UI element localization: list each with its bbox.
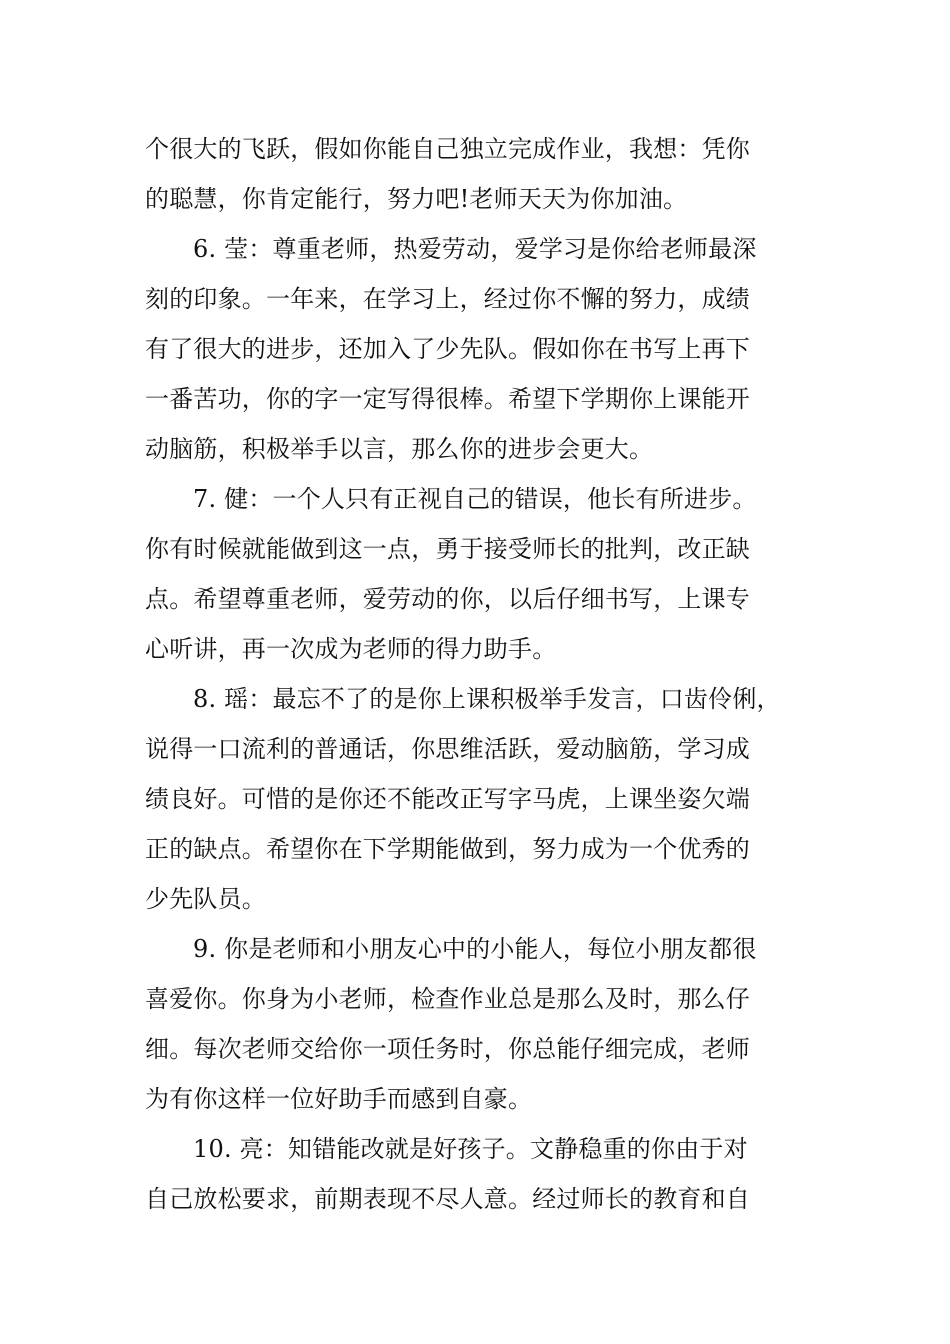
text-line: 正的缺点。希望你在下学期能做到，努力成为一个优秀的 [145, 835, 750, 863]
paragraph-start-line: 7. 健：一个人只有正视自己的错误，他长有所进步。 [193, 485, 757, 513]
text-line: 绩良好。可惜的是你还不能改正写字马虎，上课坐姿欠端 [145, 785, 750, 813]
text-line: 个很大的飞跃，假如你能自己独立完成作业，我想：凭你 [145, 135, 750, 163]
text-line: 你有时候就能做到这一点，勇于接受师长的批判，改正缺 [145, 535, 750, 563]
text-line: 少先队员。 [145, 885, 266, 913]
paragraph-start-line: 10. 亮：知错能改就是好孩子。文静稳重的你由于对 [193, 1135, 748, 1163]
text-line: 刻的印象。一年来，在学习上，经过你不懈的努力，成绩 [145, 285, 750, 313]
text-line: 的聪慧，你肯定能行，努力吧!老师天天为你加油。 [145, 185, 688, 213]
document-body [145, 124, 817, 1224]
text-line: 心听讲，再一次成为老师的得力助手。 [145, 635, 557, 663]
text-line: 自己放松要求，前期表现不尽人意。经过师长的教育和自 [145, 1185, 750, 1213]
text-line: 喜爱你。你身为小老师，检查作业总是那么及时，那么仔 [145, 985, 750, 1013]
text-line: 一番苦功，你的字一定写得很棒。希望下学期你上课能开 [145, 385, 750, 413]
text-line: 细。每次老师交给你一项任务时，你总能仔细完成，老师 [145, 1035, 750, 1063]
text-line: 有了很大的进步，还加入了少先队。假如你在书写上再下 [145, 335, 750, 363]
paragraph-start-line: 9. 你是老师和小朋友心中的小能人，每位小朋友都很 [193, 935, 757, 963]
paragraph-start-line: 6. 莹：尊重老师，热爱劳动，爱学习是你给老师最深 [193, 235, 757, 263]
text-line: 动脑筋，积极举手以言，那么你的进步会更大。 [145, 435, 654, 463]
paragraph-start-line: 8. 瑶：最忘不了的是你上课积极举手发言，口齿伶俐， [193, 685, 781, 713]
text-line: 说得一口流利的普通话，你思维活跃，爱动脑筋，学习成 [145, 735, 750, 763]
text-line: 为有你这样一位好助手而感到自豪。 [145, 1085, 533, 1113]
text-line: 点。希望尊重老师，爱劳动的你，以后仔细书写，上课专 [145, 585, 750, 613]
